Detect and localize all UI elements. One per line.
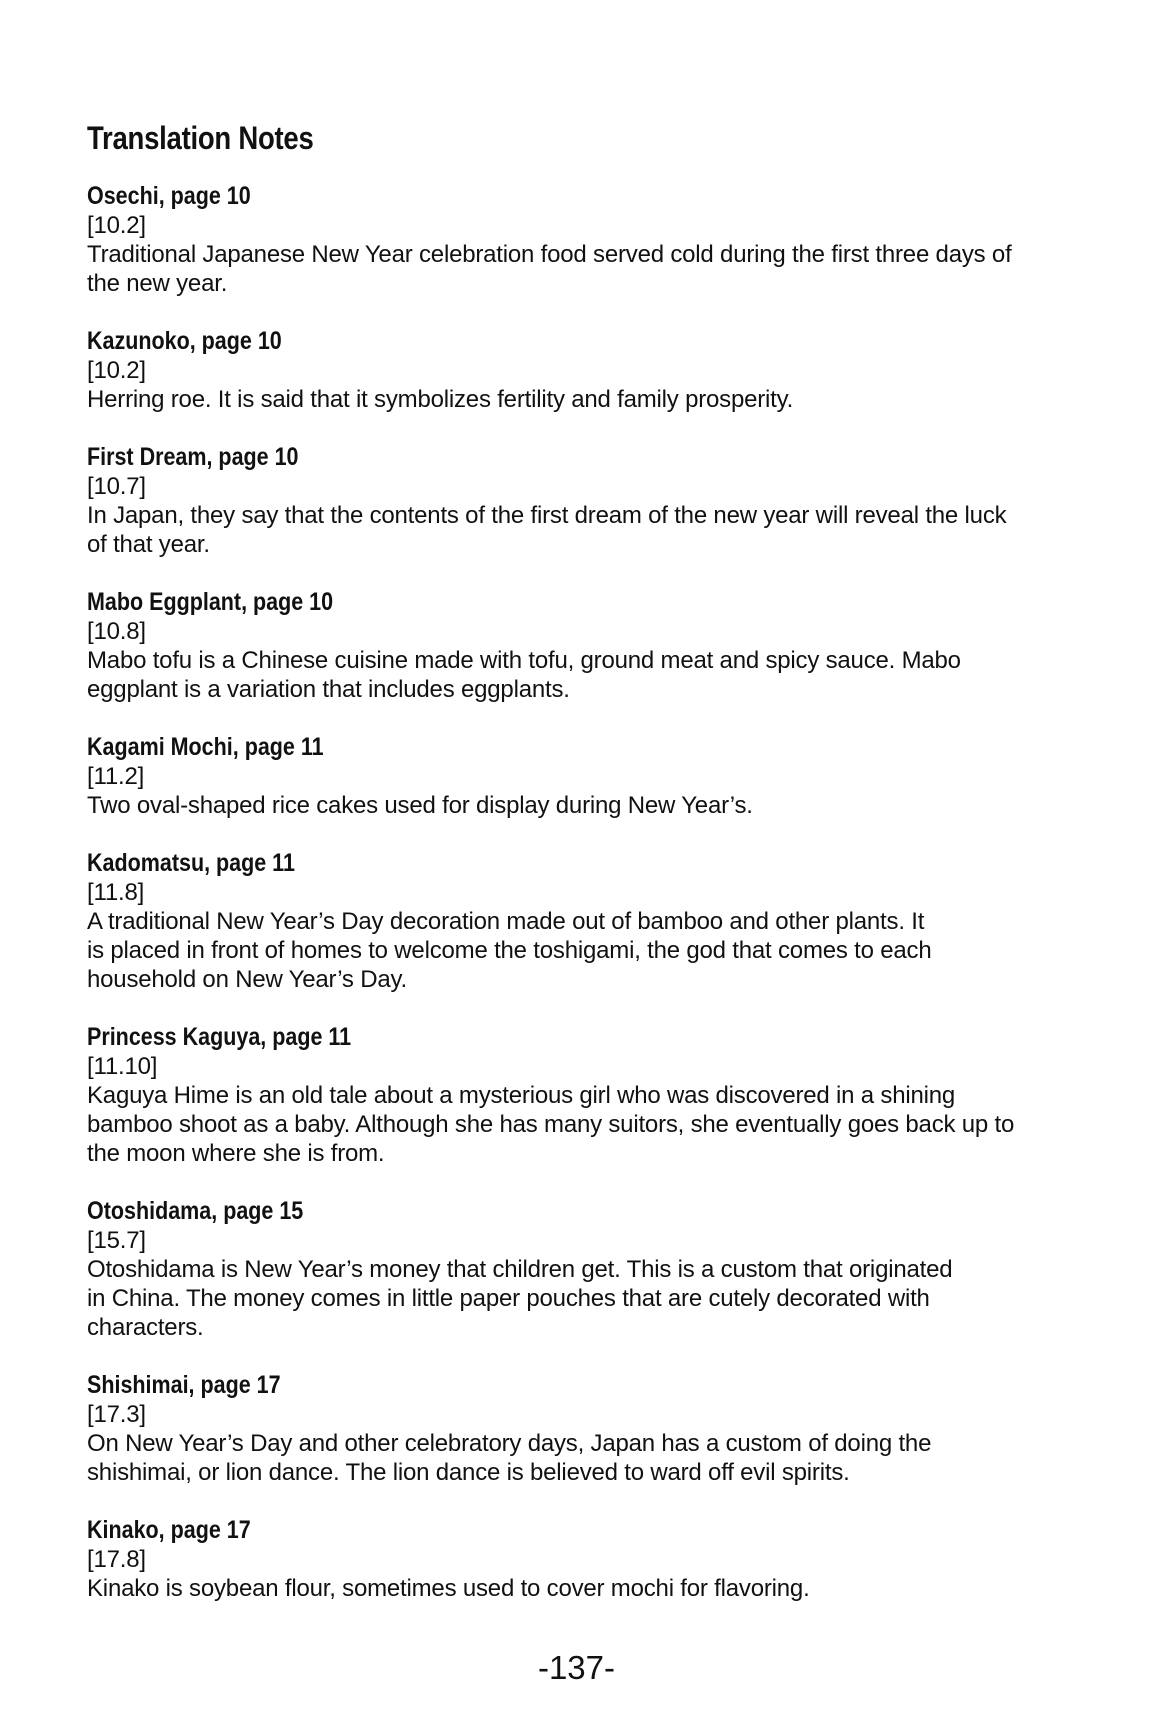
note-heading: Mabo Eggplant, page 10 — [87, 588, 334, 616]
note-reference: [11.2] — [87, 763, 145, 790]
note-reference: [11.8] — [87, 879, 145, 906]
note-shishimai — [87, 1371, 1077, 1487]
note-body: Herring roe. It is said that it symbolizes fertility and family prosperity. — [87, 386, 794, 413]
note-kazunoko — [87, 327, 1077, 414]
note-reference: [10.8] — [87, 618, 146, 645]
note-heading: Kadomatsu, page 11 — [87, 849, 295, 877]
translation-notes-page — [87, 108, 1077, 1632]
note-body: Kinako is soybean flour, sometimes used to cover mochi for flavoring. — [87, 1575, 810, 1602]
note-body: Kaguya Hime is an old tale about a mysterious girl who was discovered in a shining bamboo shoot as a baby. Although she has many suitors, she eventually goes back up to the moon where she is from. — [87, 1082, 1015, 1167]
page-title: Translation Notes — [87, 120, 314, 156]
note-heading: Kagami Mochi, page 11 — [87, 733, 324, 761]
note-body: On New Year’s Day and other celebratory days, Japan has a custom of doing the shishimai, or lion dance. The lion dance is believed to ward off evil spirits. — [87, 1430, 932, 1486]
note-body: Otoshidama is New Year’s money that children get. This is a custom that originated in China. The money comes in little paper pouches that are cutely decorated with characters. — [87, 1256, 953, 1341]
note-heading: Osechi, page 10 — [87, 182, 251, 210]
note-reference: [11.10] — [87, 1053, 158, 1080]
note-heading: Otoshidama, page 15 — [87, 1197, 304, 1225]
note-mabo-eggplant — [87, 588, 1077, 704]
note-kadomatsu — [87, 849, 1077, 994]
note-heading: Princess Kaguya, page 11 — [87, 1023, 352, 1051]
note-heading: Shishimai, page 17 — [87, 1371, 281, 1399]
note-reference: [10.7] — [87, 473, 146, 500]
note-body: Traditional Japanese New Year celebration food served cold during the first three days of the new year. — [87, 241, 1012, 297]
note-body: Mabo tofu is a Chinese cuisine made with tofu, ground meat and spicy sauce. Mabo eggplant is a variation that includes eggplants. — [87, 647, 961, 703]
note-kinako — [87, 1516, 1077, 1603]
note-reference: [15.7] — [87, 1227, 146, 1254]
note-reference: [17.3] — [87, 1401, 146, 1428]
note-heading: First Dream, page 10 — [87, 443, 299, 471]
note-body: Two oval-shaped rice cakes used for display during New Year’s. — [87, 792, 753, 819]
page-number: -137- — [537, 1649, 616, 1686]
note-body: A traditional New Year’s Day decoration made out of bamboo and other plants. It is placed in front of homes to welcome the toshigami, the god that comes to each household on New Year’s Day. — [87, 908, 932, 993]
note-princess-kaguya — [87, 1023, 1077, 1168]
note-otoshidama — [87, 1197, 1077, 1342]
note-first-dream — [87, 443, 1077, 559]
note-reference: [10.2] — [87, 212, 146, 239]
note-kagami-mochi — [87, 733, 1077, 820]
note-osechi — [87, 182, 1077, 298]
note-body: In Japan, they say that the contents of the first dream of the new year will reveal the luck of that year. — [87, 502, 1007, 558]
note-heading: Kazunoko, page 10 — [87, 327, 282, 355]
note-heading: Kinako, page 17 — [87, 1516, 251, 1544]
note-reference: [17.8] — [87, 1546, 146, 1573]
note-reference: [10.2] — [87, 357, 146, 384]
